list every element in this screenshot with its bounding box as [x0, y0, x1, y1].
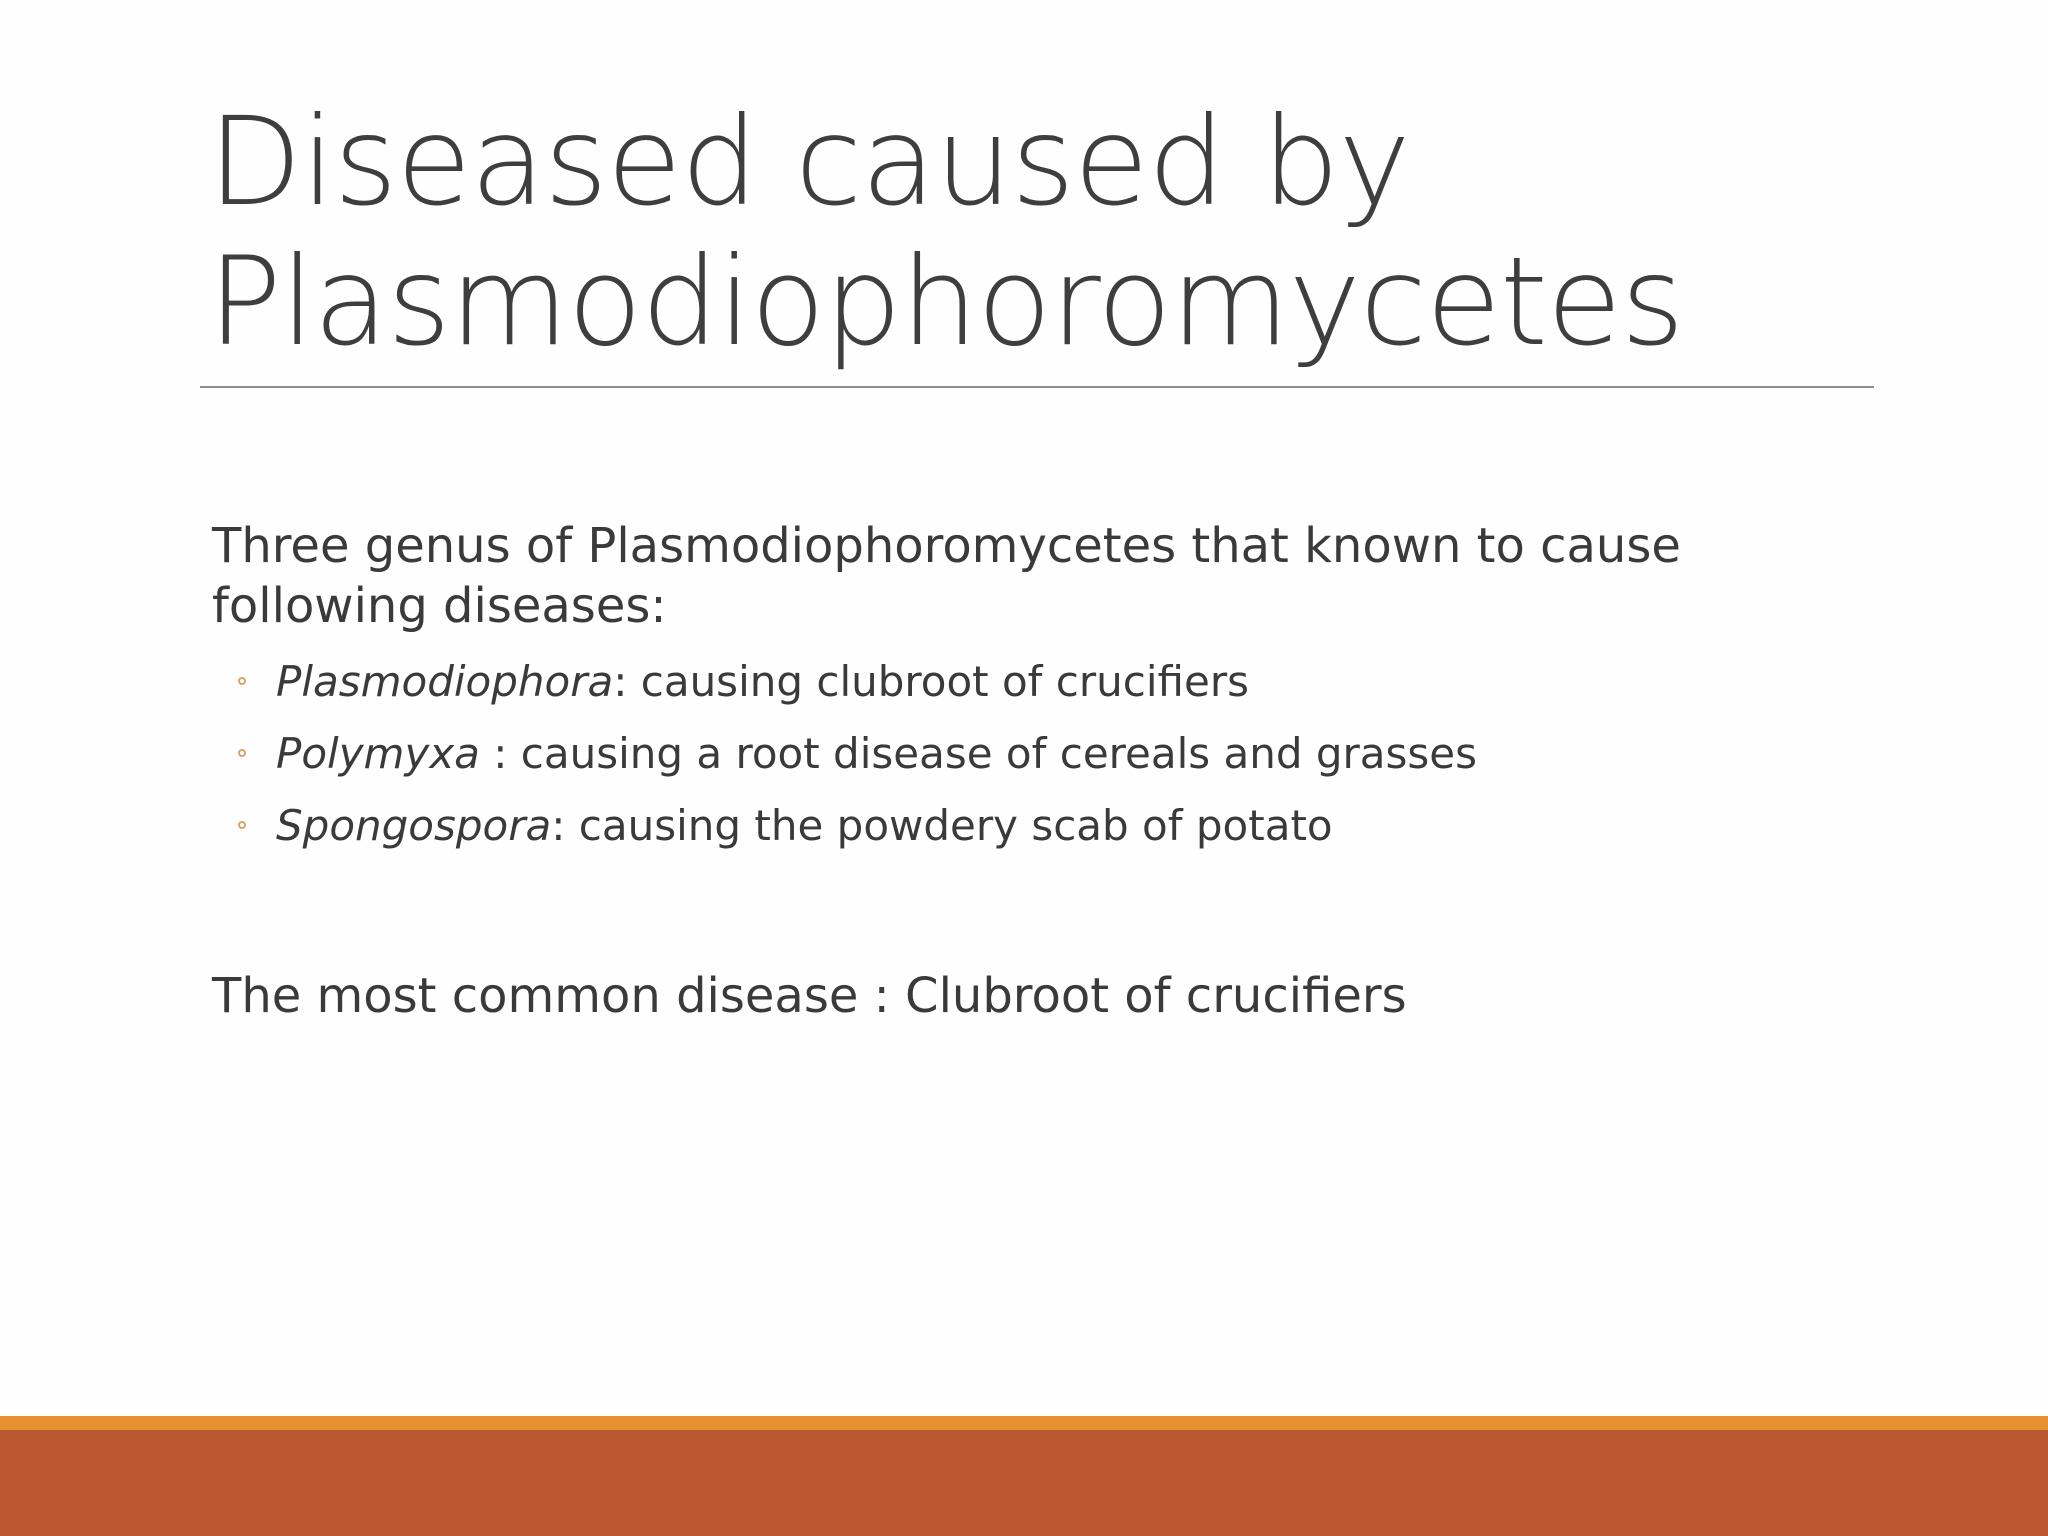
list-item — [212, 790, 1852, 862]
footer-band — [0, 1430, 2048, 1536]
title-line-2: Plasmodiophoromycetes — [208, 231, 1684, 373]
genus-description: : causing clubroot of crucifiers — [613, 657, 1249, 706]
list-item — [212, 646, 1852, 718]
genus-list — [212, 646, 1852, 862]
genus-name: Plasmodiophora — [276, 657, 614, 706]
slide-body — [212, 516, 1852, 1026]
footer-accent-line — [0, 1416, 2048, 1430]
summary-text: The most common disease : Clubroot of crucifiers — [212, 968, 1407, 1024]
bullet-icon — [238, 677, 246, 685]
genus-description: : causing a root disease of cereals and grasses — [479, 729, 1478, 778]
genus-name: Polymyxa — [276, 729, 480, 778]
bullet-icon — [238, 749, 246, 757]
slide-title — [208, 92, 1828, 372]
intro-text: Three genus of Plasmodiophoromycetes that known to cause following diseases: — [212, 518, 1681, 634]
genus-name: Spongospora — [276, 801, 552, 850]
title-divider — [200, 386, 1874, 388]
list-item — [212, 718, 1852, 790]
genus-description: : causing the powdery scab of potato — [551, 801, 1333, 850]
title-line-1: Diseased caused by — [208, 91, 1410, 233]
bullet-icon — [238, 821, 246, 829]
